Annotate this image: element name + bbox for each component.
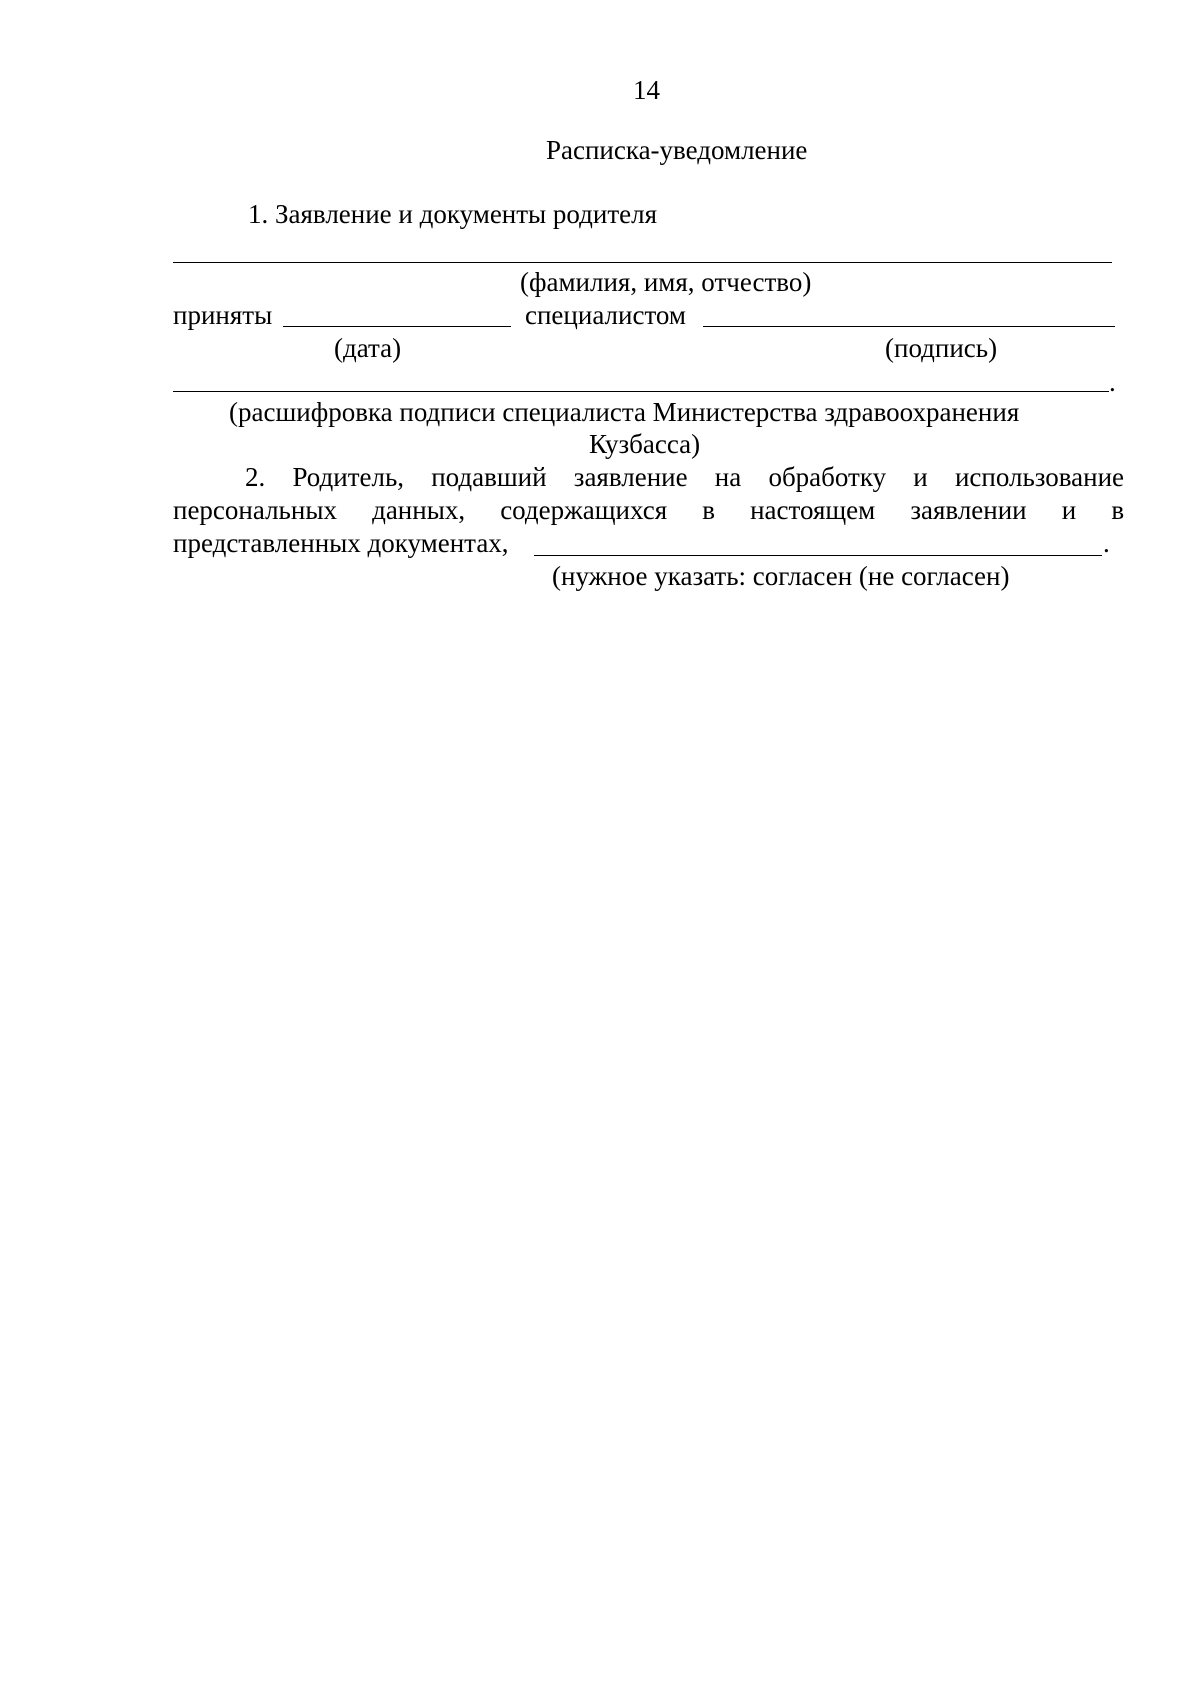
intro-text: 1. Заявление и документы родителя [248, 199, 658, 229]
decoding-end-period: . [1109, 367, 1116, 397]
document-title: Расписка-уведомление [546, 135, 808, 165]
signature-blank-line[interactable] [703, 326, 1115, 327]
decoding-caption-line2: Кузбасса) [589, 429, 701, 459]
page-number: 14 [633, 75, 660, 105]
decoding-caption-line1: (расшифровка подписи специалиста Министерства здравоохранения [229, 397, 1020, 427]
consent-end-period: . [1103, 528, 1110, 558]
signature-caption: (подпись) [885, 333, 998, 363]
fio-blank-line[interactable] [173, 262, 1112, 263]
date-blank-line[interactable] [283, 326, 511, 327]
accepted-label: приняты [173, 300, 273, 330]
consent-paragraph-line2: персональных данных, содержащихся в настоящем заявлении и в [173, 495, 1125, 525]
fio-caption: (фамилия, имя, отчество) [520, 267, 812, 297]
consent-caption: (нужное указать: согласен (не согласен) [552, 561, 1010, 591]
consent-blank-line[interactable] [534, 555, 1102, 556]
date-caption: (дата) [334, 333, 402, 363]
specialist-label: специалистом [525, 300, 686, 330]
consent-paragraph-line3: представленных документах, [173, 528, 509, 558]
decoding-blank-line[interactable] [173, 391, 1109, 392]
consent-paragraph-line1: 2. Родитель, подавший заявление на обработку и использование [245, 462, 1125, 492]
